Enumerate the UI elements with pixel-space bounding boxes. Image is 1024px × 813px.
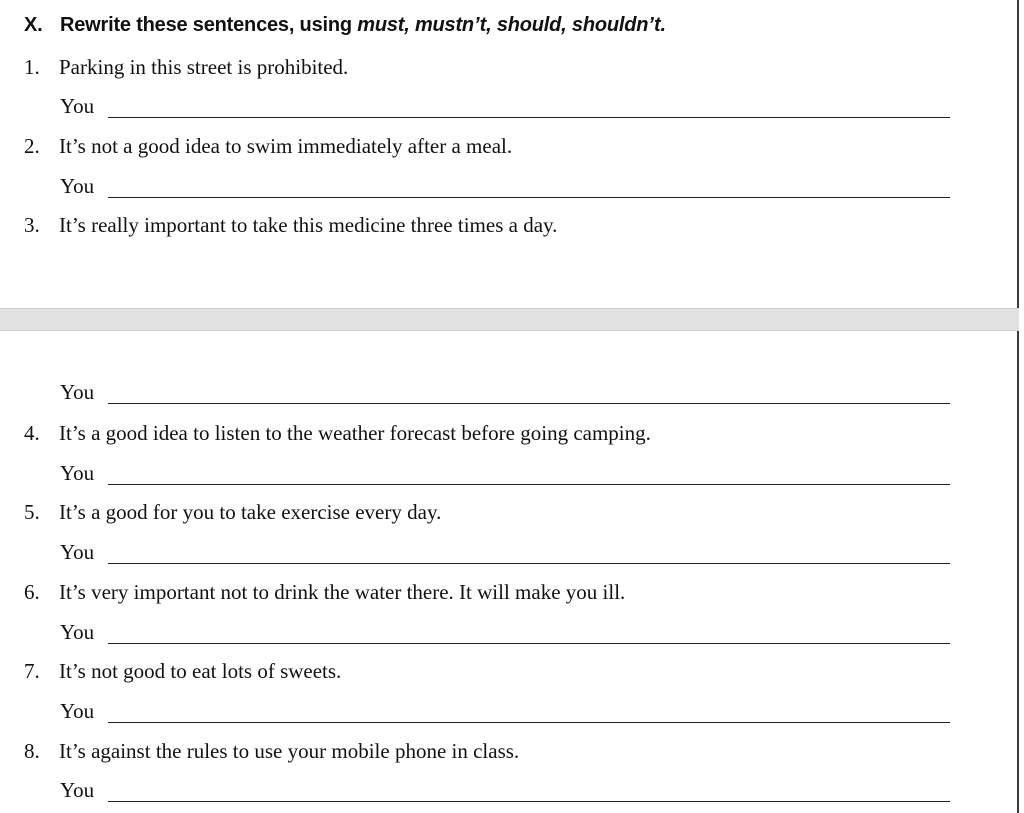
- answer-line-7[interactable]: [60, 699, 950, 729]
- item-sentence: It’s not a good idea to swim immediately after a meal.: [59, 134, 513, 158]
- exercise-modals: must, mustn’t, should, shouldn’t.: [357, 14, 666, 36]
- answer-prompt: You: [60, 174, 95, 198]
- exercise-item-1: [24, 55, 348, 80]
- exercise-instruction: Rewrite these sentences, using: [60, 14, 358, 36]
- item-sentence: It’s really important to take this medicine three times a day.: [59, 213, 558, 237]
- item-sentence: Parking in this street is prohibited.: [59, 55, 349, 79]
- item-number: 7.: [24, 659, 40, 683]
- item-number: 3.: [24, 213, 40, 237]
- answer-line-6[interactable]: [60, 620, 950, 650]
- answer-prompt: You: [60, 94, 95, 118]
- answer-line-5[interactable]: [60, 540, 950, 570]
- answer-prompt: You: [60, 778, 95, 802]
- item-sentence: It’s a good for you to take exercise every day.: [59, 500, 442, 524]
- answer-blank[interactable]: [108, 722, 950, 723]
- item-sentence: It’s a good idea to listen to the weather forecast before going camping.: [59, 421, 651, 445]
- answer-blank[interactable]: [108, 403, 950, 404]
- answer-prompt: You: [60, 620, 95, 644]
- answer-blank[interactable]: [108, 197, 950, 198]
- answer-line-2[interactable]: [60, 174, 950, 204]
- item-number: 6.: [24, 580, 40, 604]
- exercise-item-5: [24, 500, 441, 525]
- answer-line-3[interactable]: [60, 380, 950, 410]
- item-sentence: It’s not good to eat lots of sweets.: [59, 659, 342, 683]
- exercise-item-3: [24, 213, 557, 238]
- answer-prompt: You: [60, 380, 95, 404]
- item-number: 1.: [24, 55, 40, 79]
- answer-blank[interactable]: [108, 117, 950, 118]
- answer-line-4[interactable]: [60, 461, 950, 491]
- item-sentence: It’s against the rules to use your mobile phone in class.: [59, 739, 520, 763]
- answer-blank[interactable]: [108, 801, 950, 802]
- answer-prompt: You: [60, 540, 95, 564]
- answer-blank[interactable]: [108, 643, 950, 644]
- answer-line-1[interactable]: [60, 94, 950, 124]
- answer-prompt: You: [60, 699, 95, 723]
- exercise-item-2: [24, 134, 512, 159]
- answer-blank[interactable]: [108, 484, 950, 485]
- exercise-item-7: [24, 659, 341, 684]
- item-number: 8.: [24, 739, 40, 763]
- page-break: [0, 308, 1019, 331]
- item-sentence: It’s very important not to drink the water there. It will make you ill.: [59, 580, 626, 604]
- item-number: 2.: [24, 134, 40, 158]
- answer-prompt: You: [60, 461, 95, 485]
- exercise-item-8: [24, 739, 519, 764]
- item-number: 5.: [24, 500, 40, 524]
- exercise-heading: [24, 14, 666, 37]
- exercise-marker: X.: [24, 14, 43, 36]
- item-number: 4.: [24, 421, 40, 445]
- exercise-item-6: [24, 580, 625, 605]
- answer-line-8[interactable]: [60, 778, 950, 808]
- exercise-item-4: [24, 421, 651, 446]
- answer-blank[interactable]: [108, 563, 950, 564]
